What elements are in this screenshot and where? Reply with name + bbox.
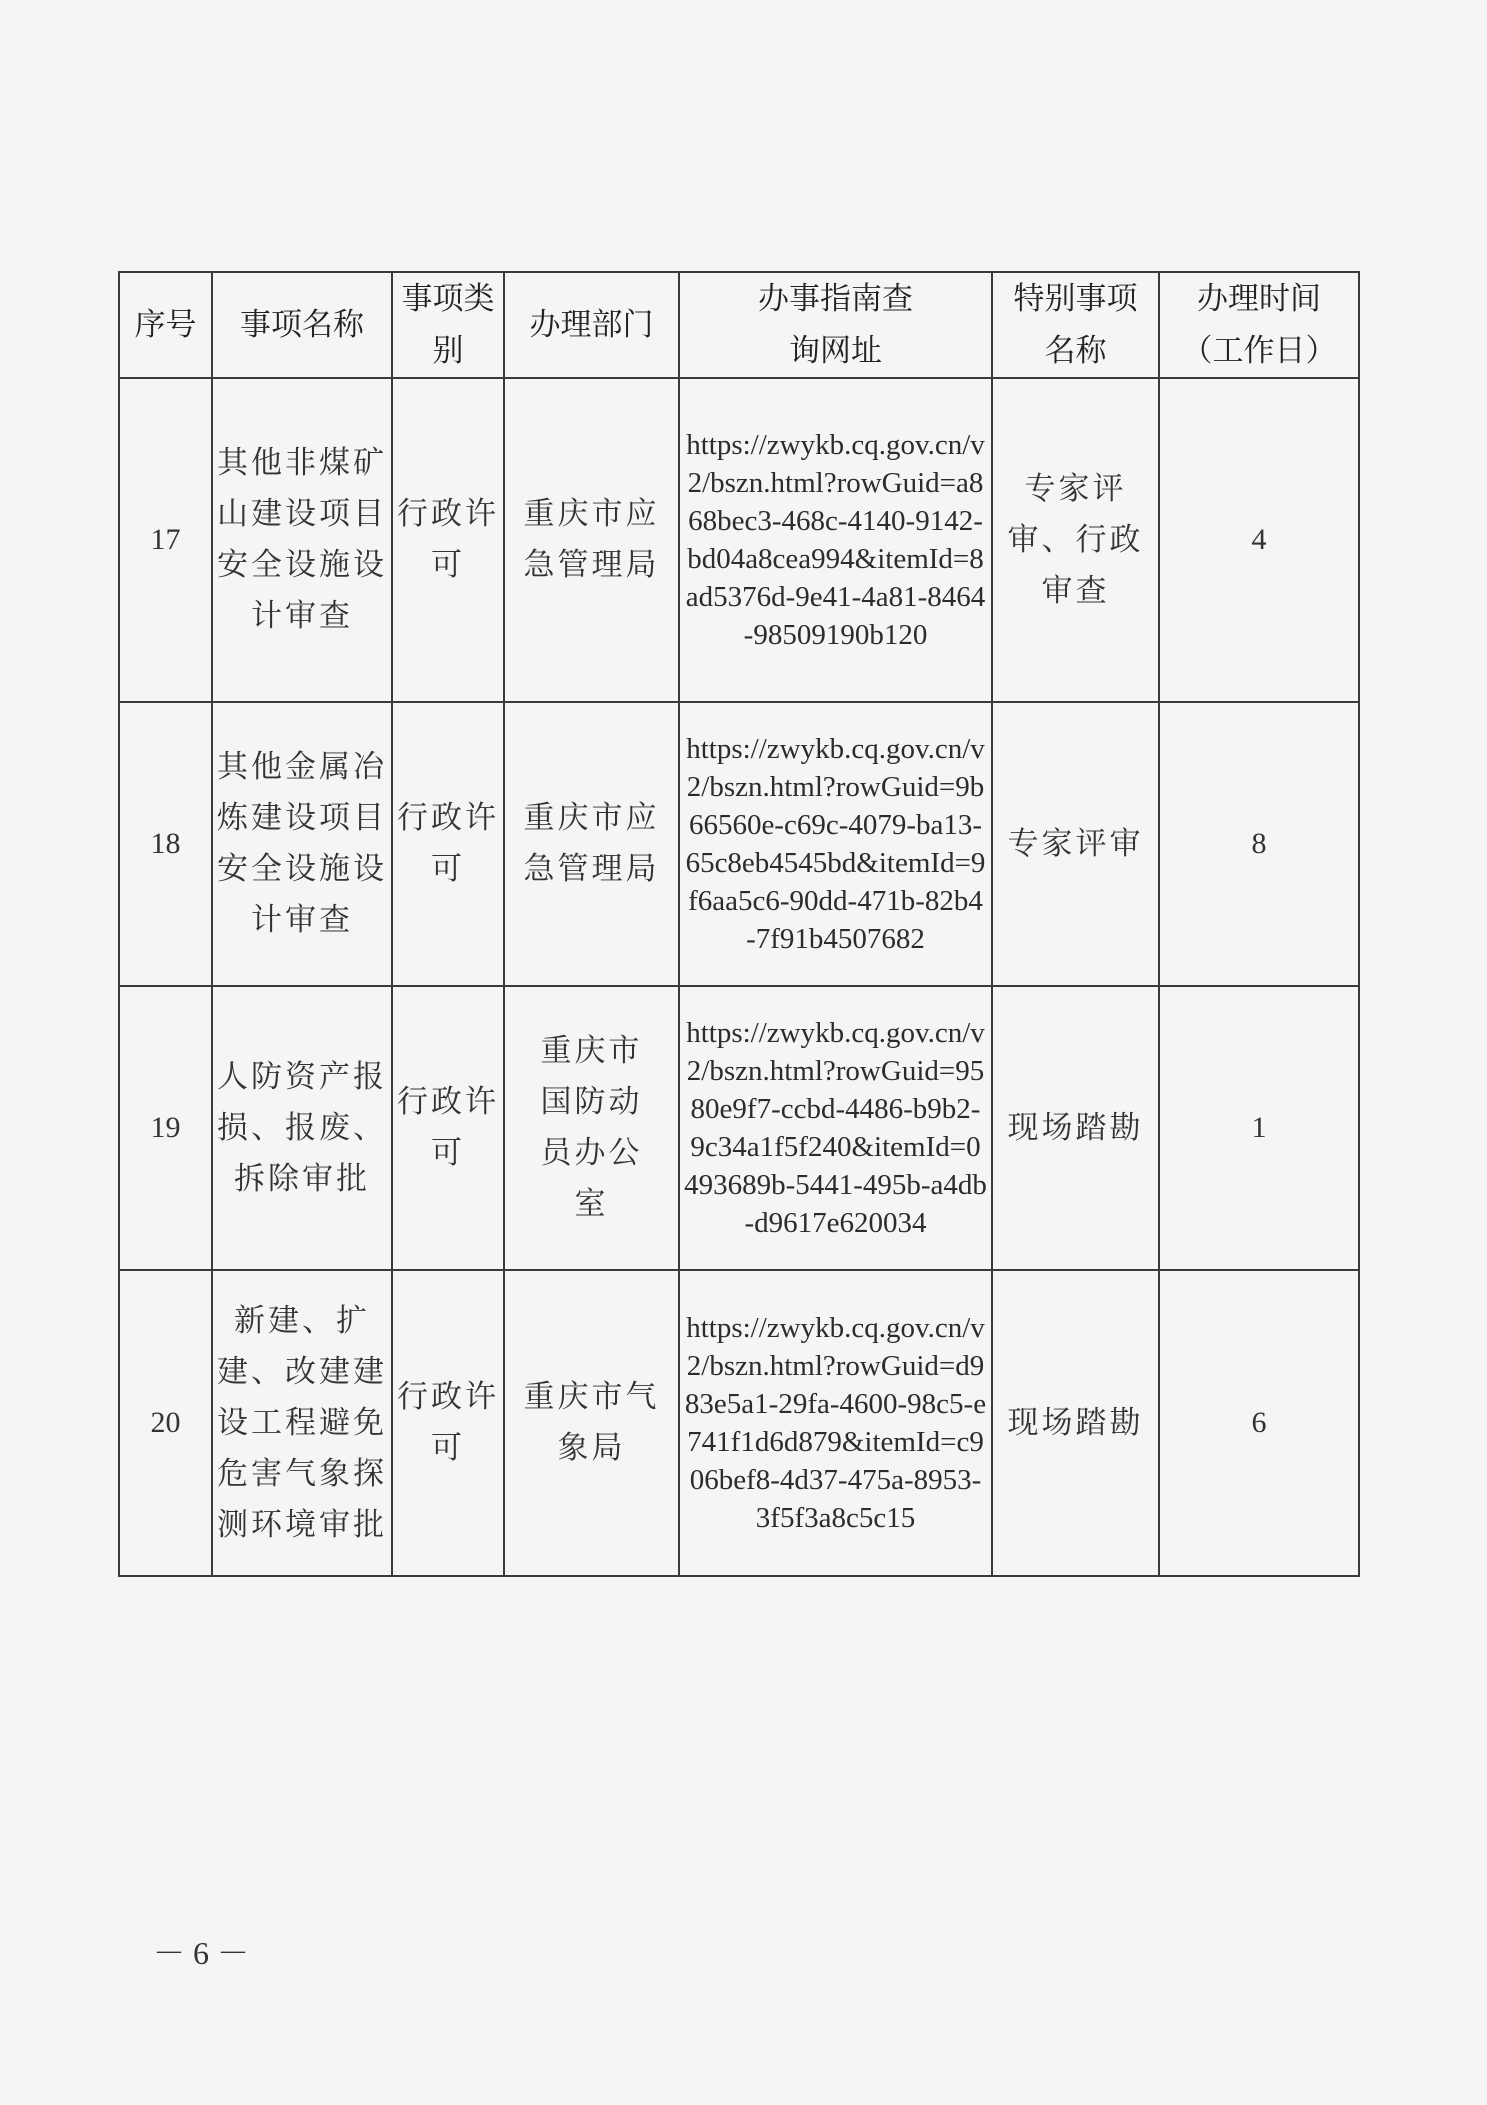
header-name: 事项名称 bbox=[212, 272, 392, 378]
header-category: 事项类别 bbox=[392, 272, 504, 378]
row-days: 8 bbox=[1159, 702, 1359, 986]
row-no: 17 bbox=[119, 378, 212, 702]
row-special: 专家评审 bbox=[992, 702, 1159, 986]
row-days: 1 bbox=[1159, 986, 1359, 1270]
row-dept: 重庆市国防动员办公室 bbox=[504, 986, 679, 1270]
header-dept: 办理部门 bbox=[504, 272, 679, 378]
table-row bbox=[119, 986, 1359, 1270]
row-name: 新建、扩建、改建建设工程避免危害气象探测环境审批 bbox=[212, 1270, 392, 1576]
header-days: 办理时间（工作日） bbox=[1159, 272, 1359, 378]
row-special: 现场踏勘 bbox=[992, 986, 1159, 1270]
header-row bbox=[119, 272, 1359, 378]
row-days: 6 bbox=[1159, 1270, 1359, 1576]
row-url[interactable]: https://zwykb.cq.gov.cn/v2/bszn.html?rowGuid=9580e9f7-ccbd-4486-b9b2-9c34a1f5f240&itemId=0493689b-5441-495b-a4db-d9617e620034 bbox=[679, 986, 992, 1270]
row-no: 19 bbox=[119, 986, 212, 1270]
row-no: 18 bbox=[119, 702, 212, 986]
row-dept: 重庆市应急管理局 bbox=[504, 702, 679, 986]
header-url: 办事指南查询网址 bbox=[679, 272, 992, 378]
row-name: 其他金属冶炼建设项目安全设施设计审查 bbox=[212, 702, 392, 986]
row-url[interactable]: https://zwykb.cq.gov.cn/v2/bszn.html?rowGuid=9b66560e-c69c-4079-ba13-65c8eb4545bd&itemId=9f6aa5c6-90dd-471b-82b4-7f91b4507682 bbox=[679, 702, 992, 986]
row-name: 其他非煤矿山建设项目安全设施设计审查 bbox=[212, 378, 392, 702]
row-category: 行政许可 bbox=[392, 702, 504, 986]
row-category: 行政许可 bbox=[392, 986, 504, 1270]
header-special: 特别事项名称 bbox=[992, 272, 1159, 378]
header-no: 序号 bbox=[119, 272, 212, 378]
row-url[interactable]: https://zwykb.cq.gov.cn/v2/bszn.html?rowGuid=d983e5a1-29fa-4600-98c5-e741f1d6d879&itemId=c906bef8-4d37-475a-8953-3f5f3a8c5c15 bbox=[679, 1270, 992, 1576]
row-category: 行政许可 bbox=[392, 1270, 504, 1576]
row-dept: 重庆市气象局 bbox=[504, 1270, 679, 1576]
row-dept: 重庆市应急管理局 bbox=[504, 378, 679, 702]
table-row bbox=[119, 702, 1359, 986]
matters-table bbox=[118, 271, 1360, 1577]
row-category: 行政许可 bbox=[392, 378, 504, 702]
row-special: 专家评审、行政审查 bbox=[992, 378, 1159, 702]
row-special: 现场踏勘 bbox=[992, 1270, 1159, 1576]
row-url[interactable]: https://zwykb.cq.gov.cn/v2/bszn.html?rowGuid=a868bec3-468c-4140-9142-bd04a8cea994&itemId=8ad5376d-9e41-4a81-8464-98509190b120 bbox=[679, 378, 992, 702]
table-row bbox=[119, 1270, 1359, 1576]
row-name: 人防资产报损、报废、拆除审批 bbox=[212, 986, 392, 1270]
page-number: － 6 － bbox=[153, 1935, 250, 1971]
row-no: 20 bbox=[119, 1270, 212, 1576]
row-days: 4 bbox=[1159, 378, 1359, 702]
table-row bbox=[119, 378, 1359, 702]
